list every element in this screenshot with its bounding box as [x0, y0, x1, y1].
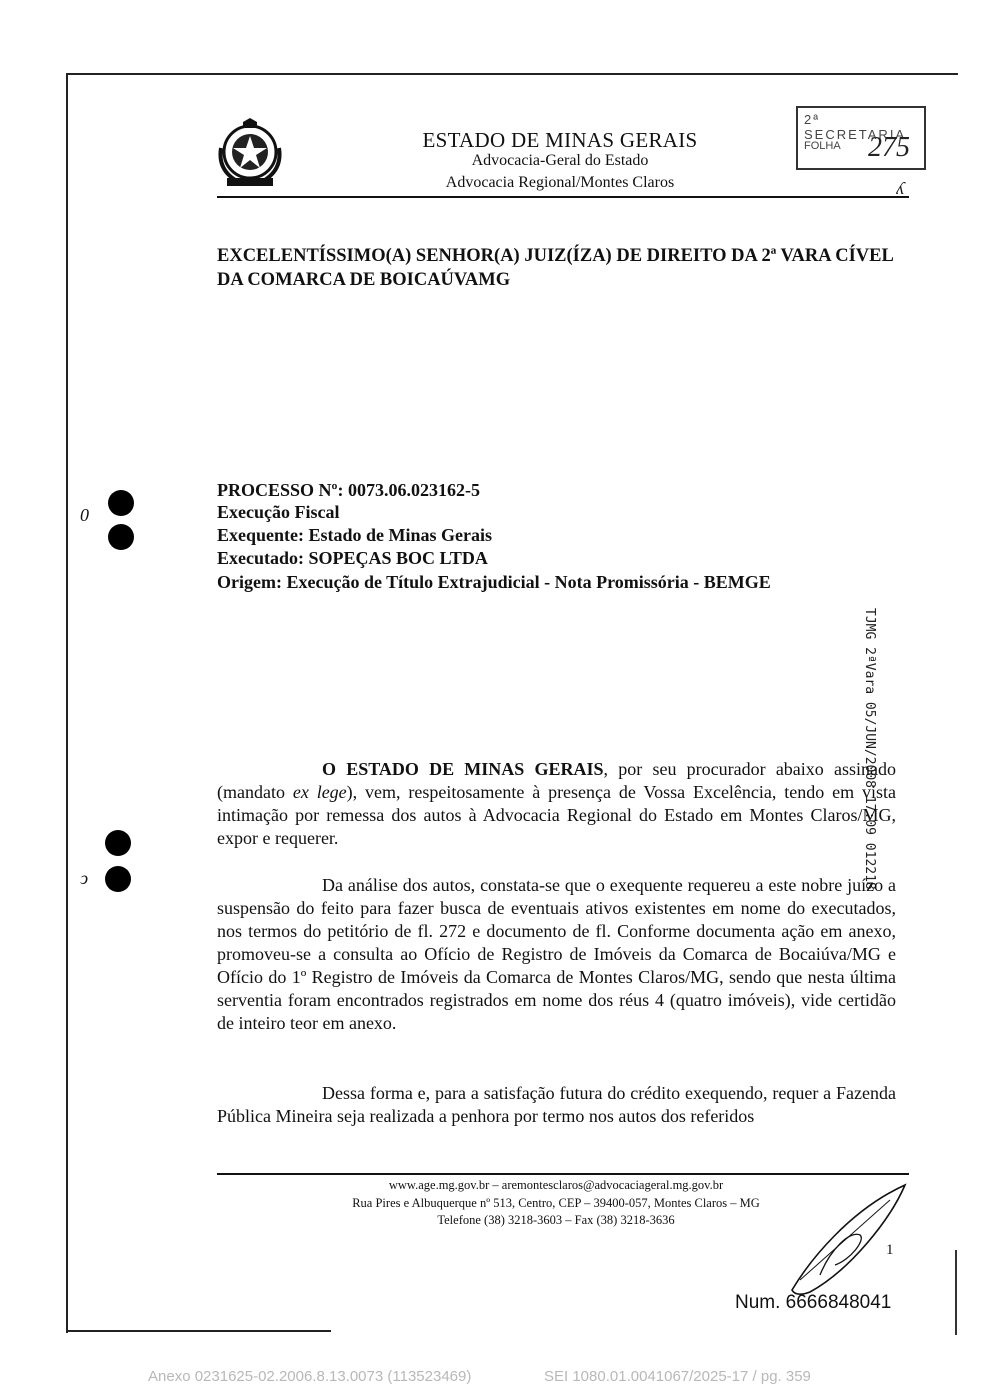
paragraph-1-mandate: ex lege [292, 782, 347, 802]
header-agency: Advocacia-Geral do Estado [471, 152, 649, 169]
scan-frame-left [66, 73, 68, 1333]
stamp-folha-label: FOLHA [804, 140, 841, 152]
margin-mark: ↄ [80, 868, 89, 888]
header-rule [217, 196, 909, 198]
margin-mark: 0 [80, 505, 89, 525]
document-number: Num. 6666848041 [735, 1292, 892, 1313]
court-receipt-stamp: TJMG 2ªVara 05/JUN/2008 17:09 012218 [862, 608, 877, 890]
scan-frame-right-mark [955, 1250, 957, 1335]
punch-hole [108, 490, 134, 516]
footer-phone: Telefone (38) 3218-3603 – Fax (38) 3218-3636 [437, 1213, 675, 1227]
paragraph-1 [217, 758, 896, 850]
process-exequente: Exequente: Estado de Minas Gerais [217, 525, 493, 545]
process-number: PROCESSO Nº: 0073.06.023162-5 [217, 480, 480, 500]
signature-icon [780, 1180, 910, 1300]
punch-hole [105, 830, 131, 856]
page-number: 1 [886, 1242, 894, 1258]
header-regional-office: Advocacia Regional/Montes Claros [445, 174, 675, 191]
paragraph-2-text: Da análise dos autos, constata-se que o exequente requereu a este nobre juízo a suspensão do feito para fazer busca de eventuais ativos existentes em nome do executados, nos termos do petitório de fl. 272 e documento de fl. Conforme documenta ação em anexo, promoveu-se a consulta ao Ofício de Registro de Imóveis da Comarca de Bocaiúva/MG e Ofício do 1º Registro de Imóveis da Comarca de Montes Claros/MG, sendo que nesta última serventia foram encontrados registrados em nome dos réus 4 (quatro imóveis), vide certidão de inteiro teor em anexo. [217, 875, 896, 1033]
paragraph-1-party: O ESTADO DE MINAS GERAIS [322, 759, 604, 779]
footer-address: Rua Pires e Albuquerque nº 513, Centro, CEP – 39400-057, Montes Claros – MG [352, 1196, 760, 1210]
paragraph-2 [217, 874, 896, 1035]
secretary-stamp [796, 106, 926, 170]
footer-contact: www.age.mg.gov.br – aremontesclaros@advocaciageral.mg.gov.br [388, 1178, 724, 1192]
scan-frame-top [66, 73, 958, 75]
paragraph-3 [217, 1082, 896, 1128]
process-type: Execução Fiscal [217, 502, 340, 522]
header-state-name: ESTADO DE MINAS GERAIS [422, 128, 698, 152]
paragraph-1-text-b: ), vem, respeitosamente à presença de Vossa Excelência, tendo em vista intimação por remessa dos autos à Advocacia Regional do Estado em Montes Claros/MG, expor e requerer. [217, 782, 896, 848]
paragraph-1-text-a: , por seu procurador abaixo assinado (mandato [217, 759, 896, 802]
footer-rule [217, 1173, 909, 1175]
scan-frame-bottom [66, 1330, 331, 1332]
sei-reference: SEI 1080.01.0041067/2025-17 / pg. 359 [544, 1368, 811, 1385]
addressee-heading: EXCELENTÍSSIMO(A) SENHOR(A) JUIZ(ÍZA) DE DIREITO DA 2ª VARA CÍVEL DA COMARCA DE BOICAÚVAMG [217, 246, 893, 290]
stamp-page-number: 275 [868, 132, 910, 163]
punch-hole [105, 866, 131, 892]
stamp-label: 2ª SECRETARIA [804, 112, 907, 142]
initials-mark: ʎ [896, 178, 904, 198]
process-origem: Origem: Execução de Título Extrajudicial - Nota Promissória - BEMGE [217, 572, 771, 592]
annex-reference: Anexo 0231625-02.2006.8.13.0073 (113523469) [148, 1368, 472, 1385]
paragraph-3-text: Dessa forma e, para a satisfação futura do crédito exequendo, requer a Fazenda Pública Mineira seja realizada a penhora por termo nos autos dos referidos [217, 1083, 896, 1126]
punch-hole [108, 524, 134, 550]
process-executado: Executado: SOPEÇAS BOC LTDA [217, 548, 488, 568]
state-coat-of-arms-icon [213, 118, 287, 192]
